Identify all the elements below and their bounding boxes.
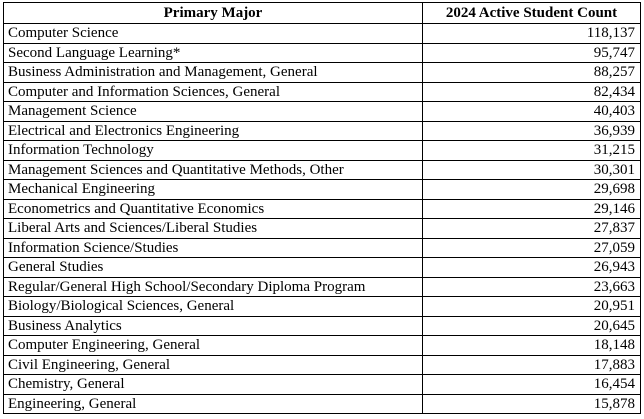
- major-cell: Computer and Information Sciences, General: [4, 82, 423, 102]
- student-count-cell: 29,146: [423, 199, 641, 219]
- major-cell: Biology/Biological Sciences, General: [4, 297, 423, 317]
- table-row: [4, 199, 641, 219]
- major-cell: Computer Science: [4, 24, 423, 44]
- table-row: [4, 277, 641, 297]
- major-cell: Business Administration and Management, General: [4, 63, 423, 83]
- student-count-cell: 20,951: [423, 297, 641, 317]
- student-count-cell: 31,215: [423, 141, 641, 161]
- student-count-cell: 17,883: [423, 355, 641, 375]
- student-count-cell: 118,137: [423, 24, 641, 44]
- major-cell: Computer Engineering, General: [4, 336, 423, 356]
- student-count-cell: 16,454: [423, 375, 641, 395]
- table-row: [4, 336, 641, 356]
- student-count-cell: 88,257: [423, 63, 641, 83]
- major-cell: Information Science/Studies: [4, 238, 423, 258]
- major-cell: Econometrics and Quantitative Economics: [4, 199, 423, 219]
- major-cell: Engineering, General: [4, 394, 423, 414]
- table-body: [4, 24, 641, 414]
- student-count-cell: 36,939: [423, 121, 641, 141]
- student-count-cell: 29,698: [423, 180, 641, 200]
- major-cell: Liberal Arts and Sciences/Liberal Studies: [4, 219, 423, 239]
- table-row: [4, 219, 641, 239]
- student-count-cell: 15,878: [423, 394, 641, 414]
- student-count-cell: 40,403: [423, 102, 641, 122]
- table-row: [4, 63, 641, 83]
- major-cell: Chemistry, General: [4, 375, 423, 395]
- student-count-cell: 30,301: [423, 160, 641, 180]
- student-count-cell: 95,747: [423, 43, 641, 63]
- table-row: [4, 238, 641, 258]
- table-row: [4, 258, 641, 278]
- table-row: [4, 121, 641, 141]
- student-count-cell: 18,148: [423, 336, 641, 356]
- major-cell: Civil Engineering, General: [4, 355, 423, 375]
- major-cell: Mechanical Engineering: [4, 180, 423, 200]
- column-header-primary-major: Primary Major: [4, 3, 423, 24]
- header-row: [4, 3, 641, 24]
- major-cell: Management Sciences and Quantitative Methods, Other: [4, 160, 423, 180]
- table-row: [4, 43, 641, 63]
- table-row: [4, 375, 641, 395]
- table-row: [4, 24, 641, 44]
- student-count-cell: 20,645: [423, 316, 641, 336]
- table-row: [4, 141, 641, 161]
- table-row: [4, 297, 641, 317]
- student-count-cell: 27,837: [423, 219, 641, 239]
- major-cell: Second Language Learning*: [4, 43, 423, 63]
- major-cell: Business Analytics: [4, 316, 423, 336]
- major-cell: General Studies: [4, 258, 423, 278]
- table-row: [4, 102, 641, 122]
- major-cell: Electrical and Electronics Engineering: [4, 121, 423, 141]
- student-count-cell: 27,059: [423, 238, 641, 258]
- table-row: [4, 82, 641, 102]
- major-cell: Management Science: [4, 102, 423, 122]
- majors-table: [3, 2, 641, 414]
- table-row: [4, 394, 641, 414]
- table-row: [4, 355, 641, 375]
- column-header-active-student-count: 2024 Active Student Count: [423, 3, 641, 24]
- major-cell: Information Technology: [4, 141, 423, 161]
- table-row: [4, 160, 641, 180]
- table-row: [4, 316, 641, 336]
- student-count-cell: 26,943: [423, 258, 641, 278]
- major-cell: Regular/General High School/Secondary Diploma Program: [4, 277, 423, 297]
- table-row: [4, 180, 641, 200]
- student-count-cell: 82,434: [423, 82, 641, 102]
- student-count-cell: 23,663: [423, 277, 641, 297]
